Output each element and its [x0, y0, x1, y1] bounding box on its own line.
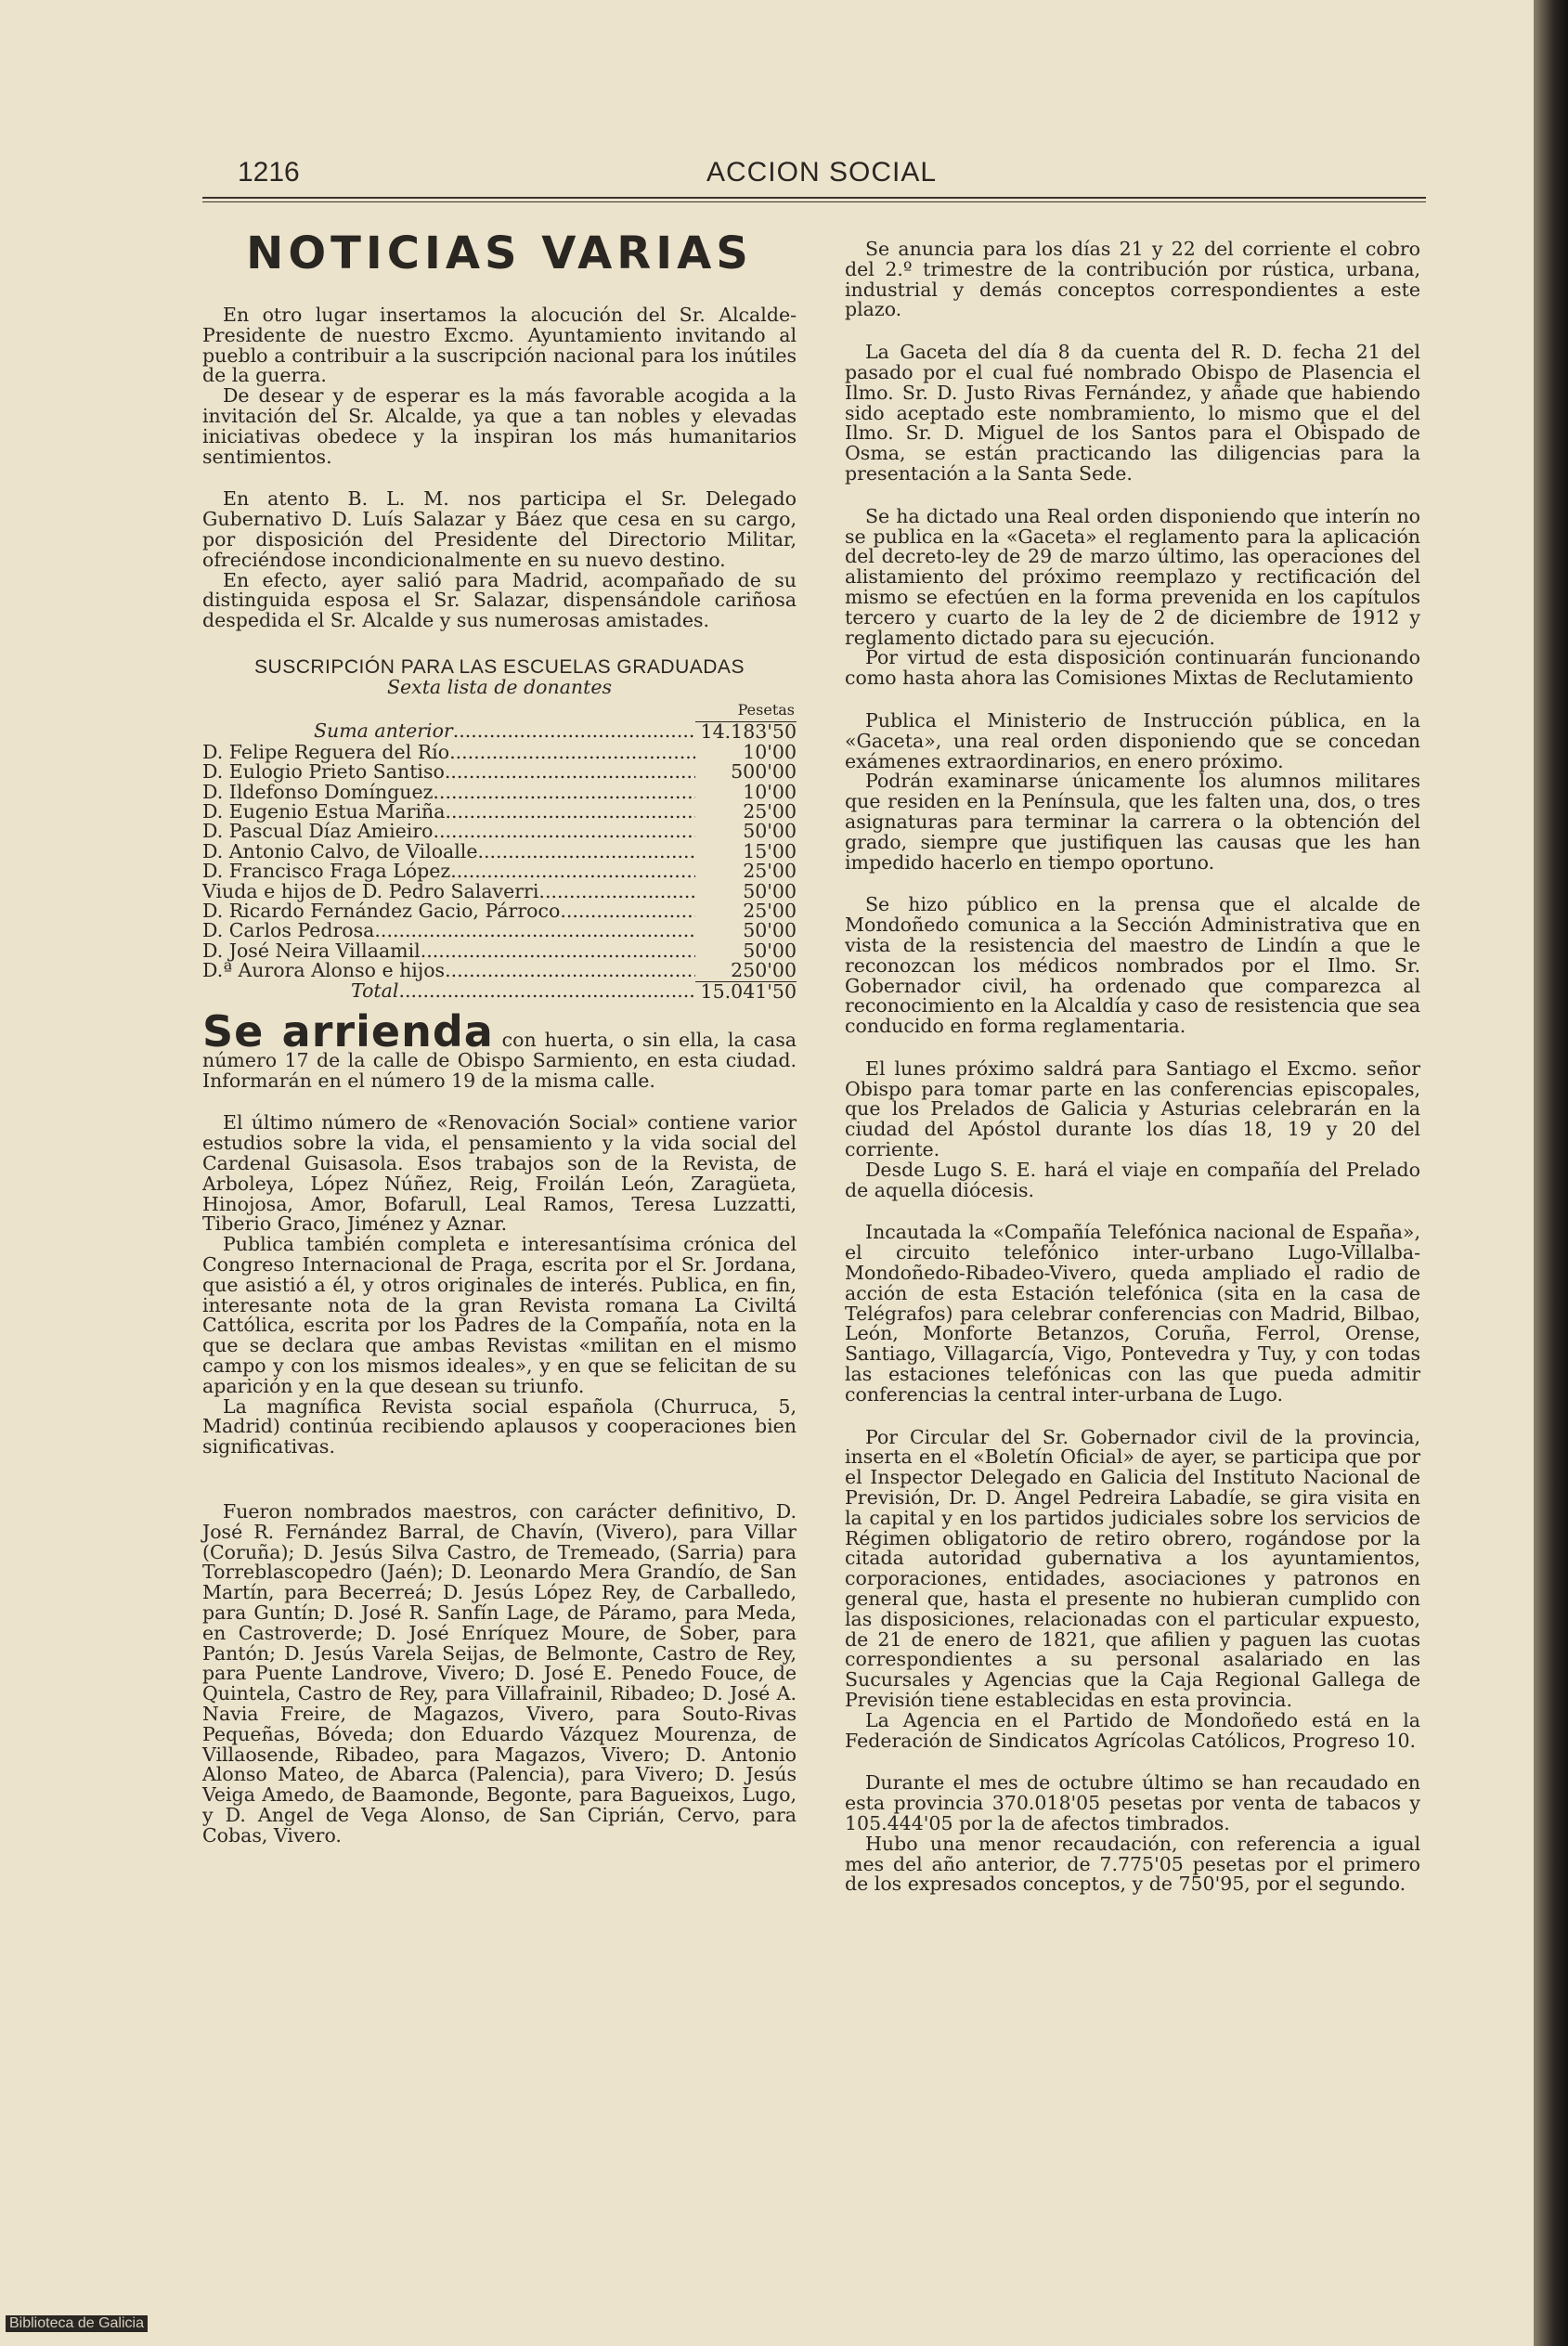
- donor-row: [202, 862, 797, 881]
- donor-name: D. Antonio Calvo, de Viloalle: [202, 839, 478, 862]
- article-paragraph: Publica el Ministerio de Instrucción pública, en la «Gaceta», una real orden disponiendo que se concedan exámenes extraordinarios, en enero próximo.: [845, 708, 1420, 772]
- donor-amount: 500'00: [731, 760, 797, 784]
- total-value: 15.041'50: [695, 981, 797, 1002]
- section-title: NOTICIAS VARIAS: [246, 227, 753, 279]
- donor-row: [202, 839, 797, 862]
- article-paragraph: Desde Lugo S. E. hará el viaje en compañía del Prelado de aquella diócesis.: [845, 1158, 1420, 1201]
- donor-name: D. Carlos Pedrosa: [202, 919, 375, 942]
- article-paragraph: La Agencia en el Partido de Mondoñedo está en la Federación de Sindicatos Agrícolas Católicos, Progreso 10.: [845, 1708, 1420, 1752]
- donor-name: D.ª Aurora Alonso e hijos: [202, 959, 446, 982]
- article-paragraph: Incautada la «Compañía Telefónica nacional de España», el circuito telefónico inter-urbano Lugo-Villalba-Mondoñedo-Ribadeo-Vivero, queda ampliado el radio de acción de esta Estación telefónica (sita en la casa de Telégrafos) para celebrar conferencias con Madrid, Bilbao, León, Monforte Betanzos, Coruña, Ferrol, Orense, Santiago, Villagarcía, Vigo, Pontevedra y Tuy, y con todas las estaciones telefónicas con las que pueda admitir conferencias la central inter-urbana de Lugo.: [845, 1221, 1420, 1406]
- article-paragraph: El último número de «Renovación Social» contiene varior estudios sobre la vida, el pensamiento y la vida social del Cardenal Guisasola. Esos trabajos son de la Revista, de Arboleya, López Núñez, Reig, Froilán León, Zaragüeta, Hinojosa, Amor, Bofarull, Leal Ramos, Teresa Luzzatti, Tiberio Graco, Jiménez y Aznar.: [202, 1111, 797, 1236]
- article-paragraph: La magnífica Revista social española (Churruca, 5, Madrid) continúa recibiendo aplausos y cooperaciones bien significativas.: [202, 1394, 797, 1458]
- article-paragraph: Se anuncia para los días 21 y 22 del corriente el cobro del 2.º trimestre de la contribución por rústica, urbana, industrial y demás conceptos correspondientes a este plazo.: [845, 238, 1420, 321]
- donor-row: [202, 822, 797, 841]
- total-row: [202, 981, 797, 1002]
- donor-name: D. Felipe Reguera del Río: [202, 740, 450, 763]
- donor-row: [202, 941, 797, 961]
- page-number: 1216: [238, 157, 300, 188]
- donor-amount: 10'00: [743, 780, 797, 803]
- journal-title: ACCION SOCIAL: [706, 157, 938, 188]
- article-paragraph: Se hizo público en la prensa que el alcalde de Mondoñedo comunica a la Sección Administrativa que en vista de la resistencia del maestro de Lindín a que le reconozcan los médicos nombrados por el Ilmo. Sr. Gobernador civil, ha ordenado que comparezca al reconocimiento en la Alcaldía y caso de resistencia que sea conducido en forma reglamentaria.: [845, 893, 1420, 1038]
- donor-name: D. Ildefonso Domínguez: [202, 780, 434, 803]
- donor-name: D. José Neira Villaamil: [202, 939, 421, 962]
- article-paragraph: Por Circular del Sr. Gobernador civil de la provincia, inserta en el «Boletín Oficial» de ayer, se participa que por el Inspector Delegado en Galicia del Instituto Nacional de Previsión, Dr. D. Angel Pedreira Labadíe, se gira visita en la capital y en los partidos judiciales sobre los servicios de Régimen obligatorio de retiro obrero, rogándose por la citada autoridad gubernativa a los ayuntamientos, corporaciones, entidades, asociaciones y patronos en general que, hasta el presente no hubieran cumplido con las disposiciones, relacionadas con el particular expuesto, de 21 de enero de 1821, que afilien y paguen las cuotas correspondientes a su personal asalariado en las Sucursales y Agencias que la Caja Regional Gallega de Previsión tiene establecidas en esta provincia.: [845, 1425, 1420, 1711]
- donor-row: [202, 961, 797, 980]
- article-paragraph: En efecto, ayer salió para Madrid, acompañado de su distinguida esposa el Sr. Salazar, dispensándole cariñosa despedida el Sr. Alcalde y sus numerosas amistades.: [202, 568, 797, 632]
- donor-rows: [202, 740, 797, 982]
- subscription-list: [202, 657, 797, 1002]
- article-paragraph: Durante el mes de octubre último se han recaudado en esta provincia 370.018'05 pesetas por venta de tabacos y 105.444'05 por la de afectos timbrados.: [845, 1771, 1420, 1834]
- article-paragraph: De desear y de esperar es la más favorable acogida a la invitación del Sr. Alcalde, ya que a tan nobles y elevadas iniciativas obedece y la inspiran los más humanitarios sentimientos.: [202, 384, 797, 468]
- donor-amount: 250'00: [731, 959, 797, 982]
- donor-name: D. Eugenio Estua Mariña: [202, 799, 446, 823]
- article-paragraph: Se ha dictado una Real orden disponiendo que interín no se publica en la «Gaceta» el reglamento para la aplicación del decreto-ley de 29 de marzo último, las operaciones del alistamiento del próximo reemplazo y rectificación del mismo se efectúen en la forma prevenida en los capítulos tercero y cuarto de la ley de 2 de diciembre de 1912 y reglamento dictado para su ejecución.: [845, 504, 1420, 649]
- donor-name: D. Pascual Díaz Amieiro: [202, 820, 434, 843]
- donor-amount: 25'00: [743, 799, 797, 823]
- donor-row: [202, 799, 797, 823]
- rental-headline: Se arrienda: [202, 1006, 494, 1057]
- article-paragraph: Publica también completa e interesantísima crónica del Congreso Internacional de Praga, escrita por el Sr. Jordana, que asistió a él, y otros originales de interés. Publica, en fin, interesante nota de la gran Revista romana La Civiltá Cattólica, escrita por los Padres de la Compañía, nota en la que se declara que ambas Revistas «militan en el mismo campo y con los mismos ideales», y en que se felicitan de su aparición y en la que desean su triunfo.: [202, 1233, 797, 1397]
- article-paragraph: Por virtud de esta disposición continuarán funcionando como hasta ahora las Comisiones Mixtas de Reclutamiento: [845, 646, 1420, 690]
- donor-amount: 50'00: [743, 939, 797, 962]
- donor-name: Viuda e hijos de D. Pedro Salaverri: [202, 879, 539, 902]
- article-paragraph: Podrán examinarse únicamente los alumnos militares que residen en la Península, que les falten una, dos, o tres asignaturas para terminar la carrera o la obtención del grado, siempre que justifiquen las causas que les han impedido hacerlo en tiempo oportuno.: [845, 770, 1420, 874]
- article-paragraph: La Gaceta del día 8 da cuenta del R. D. fecha 21 del pasado por el cual fué nombrado Obispo de Plasencia el Ilmo. Sr. D. Justo Rivas Fernández, y añade que habiendo sido aceptado este nombramiento, lo mismo que el del Ilmo. Sr. D. Miguel de los Santos para el Obispado de Osma, se están practicando las diligencias para la presentación a la Santa Sede.: [845, 341, 1420, 485]
- book-spine-edge: [1534, 0, 1568, 2346]
- article-paragraph: El lunes próximo saldrá para Santiago el Excmo. señor Obispo para tomar parte en las conferencias episcopales, que los Prelados de Galicia y Asturias celebrarán en la ciudad del Apóstol durante los días 18, 19 y 20 del corriente.: [845, 1056, 1420, 1161]
- donor-row: [202, 780, 797, 803]
- previous-sum-value: 14.183'50: [695, 721, 797, 742]
- right-column: [845, 240, 1420, 1895]
- currency-label: Pesetas: [737, 700, 795, 719]
- article-paragraph: Hubo una menor recaudación, con referencia a igual mes del año anterior, de 7.775'05 pesetas por el primero de los expresados conceptos, y de 750'95, por el segundo.: [845, 1832, 1420, 1896]
- header-rule-top: [202, 197, 1426, 199]
- donor-row: [202, 879, 797, 902]
- subscription-subheading: Sexta lista de donantes: [386, 675, 613, 698]
- donor-row: [202, 901, 797, 921]
- donor-row: [202, 740, 797, 763]
- donor-amount: 10'00: [743, 740, 797, 763]
- donor-row: [202, 921, 797, 940]
- donor-name: D. Ricardo Fernández Gacio, Párroco: [202, 900, 561, 922]
- donor-amount: 50'00: [743, 820, 797, 843]
- rental-text: con huerta, o sin ella, la casa número 17 de la calle de Obispo Sarmiento, en esta ciudad. Informarán en el número 19 de la misma calle.: [202, 1029, 797, 1092]
- previous-sum-label: Suma anterior: [314, 719, 453, 743]
- previous-sum-row: [202, 721, 797, 742]
- header-rule-bottom: [202, 201, 1426, 202]
- page-header: [223, 153, 1420, 190]
- donor-amount: 25'00: [743, 860, 797, 883]
- article-paragraph: En atento B. L. M. nos participa el Sr. Delegado Gubernativo D. Luís Salazar y Báez que cesa en su cargo, por disposición del Presidente del Directorio Militar, ofreciéndose incondicionalmente en su nuevo destino.: [202, 487, 797, 571]
- donor-name: D. Eulogio Prieto Santiso: [202, 760, 445, 784]
- article-paragraph: En otro lugar insertamos la alocución del Sr. Alcalde-Presidente de nuestro Excmo. Ayuntamiento invitando al pueblo a contribuir a la suscripción nacional para los inútiles de la guerra.: [202, 304, 797, 387]
- library-watermark: Biblioteca de Galicia: [6, 2315, 148, 2332]
- donor-amount: 15'00: [743, 839, 797, 862]
- donor-amount: 50'00: [743, 919, 797, 942]
- article-paragraph: Fueron nombrados maestros, con carácter definitivo, D. José R. Fernández Barral, de Chavín, (Vivero), para Villar (Coruña); D. Jesús Silva Castro, de Tremeado, (Sarria) para Torreblascopedro (Jaén); D. Leonardo Mera Grandío, de San Martín, para Becerreá; D. Jesús López Rey, de Carballedo, para Guntín; D. José R. Sanfín Lage, de Páramo, para Meda, en Castroverde; D. José Enríquez Moure, de Sober, para Pantón; D. Jesús Varela Seijas, de Belmonte, Castro de Rey, para Puente Landrove, Vivero; D. José E. Penedo Fouce, de Quintela, Castro de Rey, para Villafrainil, Ribadeo; D. José A. Navia Freire, de Magazos, Vivero, para Souto-Rivas Pequeñas, Bóveda; don Eduardo Vázquez Mourenza, de Villaosende, Ribadeo, para Magazos, Vivero; D. Antonio Alonso Mateo, de Abarca (Palencia), para Vivero; D. Jesús Veiga Amedo, de Baamonde, Begonte, para Bagueixos, Lugo, y D. Angel de Vega Alonso, de San Ciprián, Cervo, para Cobas, Vivero.: [202, 1499, 797, 1847]
- donor-row: [202, 762, 797, 782]
- subscription-heading: SUSCRIPCIÓN PARA LAS ESCUELAS GRADUADAS: [254, 655, 745, 678]
- left-column: [202, 227, 797, 1847]
- donor-amount: 50'00: [743, 879, 797, 902]
- donor-name: D. Francisco Fraga López: [202, 860, 451, 883]
- total-label: Total: [351, 979, 399, 1002]
- donor-amount: 25'00: [743, 900, 797, 922]
- rental-notice: [202, 1006, 797, 1092]
